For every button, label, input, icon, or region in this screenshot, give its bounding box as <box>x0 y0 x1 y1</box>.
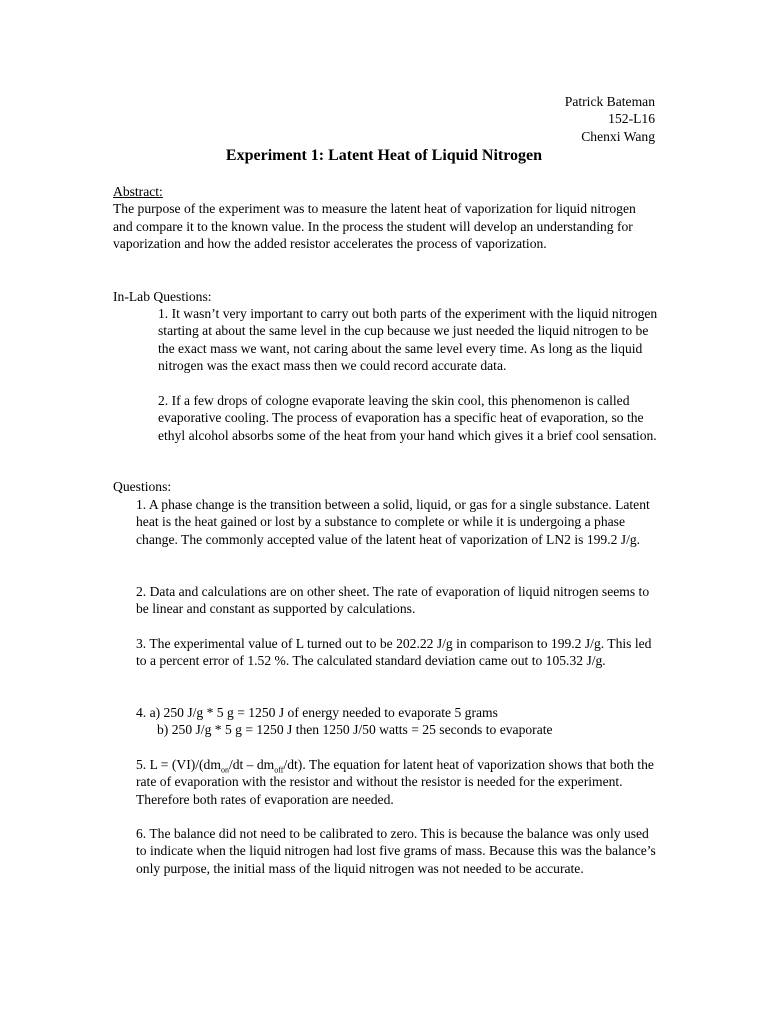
subscript-on: on <box>220 765 229 775</box>
partner-name: Chenxi Wang <box>581 128 655 144</box>
questions-heading: Questions: <box>113 479 172 494</box>
abstract-heading: Abstract: <box>113 184 163 199</box>
question-3: 3. The experimental value of L turned out to be 202.22 J/g in comparison to 199.2 J/g. This led to a percent error of 1.52 %. The calculated standard deviation came out to 105.32 J/g. <box>136 636 652 669</box>
question-4b: b) 250 J/g * 5 g = 1250 J then 1250 J/50 watts = 25 seconds to evaporate <box>157 722 553 737</box>
question-4a: 4. a) 250 J/g * 5 g = 1250 J of energy needed to evaporate 5 grams <box>136 705 498 720</box>
latent-heat-equation: 5. $L = (VI)/(dm_{on}/dt - dm_{off}/dt)$. <box>136 757 306 775</box>
in-lab-heading: In-Lab Questions: <box>113 289 212 304</box>
author-header <box>565 93 655 145</box>
question-1: 1. A phase change is the transition between a solid, liquid, or gas for a single substance. Latent heat is the heat gained or lost by a substance to complete or while it is undergoing a phase change. The commonly accepted value of the latent heat of vaporization of LN2 is 199.2 J/g. <box>136 497 650 547</box>
page-title: Experiment 1: Latent Heat of Liquid Nitrogen <box>225 147 543 164</box>
question-2: 2. Data and calculations are on other sheet. The rate of evaporation of liquid nitrogen seems to be linear and constant as supported by calculations. <box>136 584 650 617</box>
in-lab-question-1: 1. It wasn’t very important to carry out both parts of the experiment with the liquid nitrogen starting at about the same level in the cup because we just needed the liquid nitrogen to be the exact mass we want, not caring about the same level every time. As long as the liquid nitrogen was the exact mass then we could record accurate data. <box>158 306 658 374</box>
section-code: 152-L16 <box>608 111 655 127</box>
subscript-off: off <box>274 765 284 775</box>
author-name: Patrick Bateman <box>564 94 655 109</box>
question-5-text: The equation for latent heat of vaporization shows that both the rate of evaporation with the resistor and without the resistor is needed for the experiment. Therefore both rates of evaporation are needed. <box>136 757 654 807</box>
abstract-text: The purpose of the experiment was to measure the latent heat of vaporization for liquid nitrogen and compare it to the known value. In the process the student will develop an understanding for vaporization and how the added resistor accelerates the process of vaporization. <box>113 201 636 252</box>
abstract-section <box>113 183 658 253</box>
question-6: 6. The balance did not need to be calibrated to zero. This is because the balance was only used to indicate when the liquid nitrogen had lost five grams of mass. Because this was the balance’s only purpose, the initial mass of the liquid nitrogen was not needed to be accurate. <box>136 826 656 876</box>
question-5 <box>136 756 661 808</box>
in-lab-question-2: 2. If a few drops of cologne evaporate leaving the skin cool, this phenomenon is called evaporative cooling. The process of evaporation has a specific heat of evaporation, so the ethyl alcohol absorbs some of the heat from your hand which gives it a brief cool sensation. <box>158 393 657 443</box>
